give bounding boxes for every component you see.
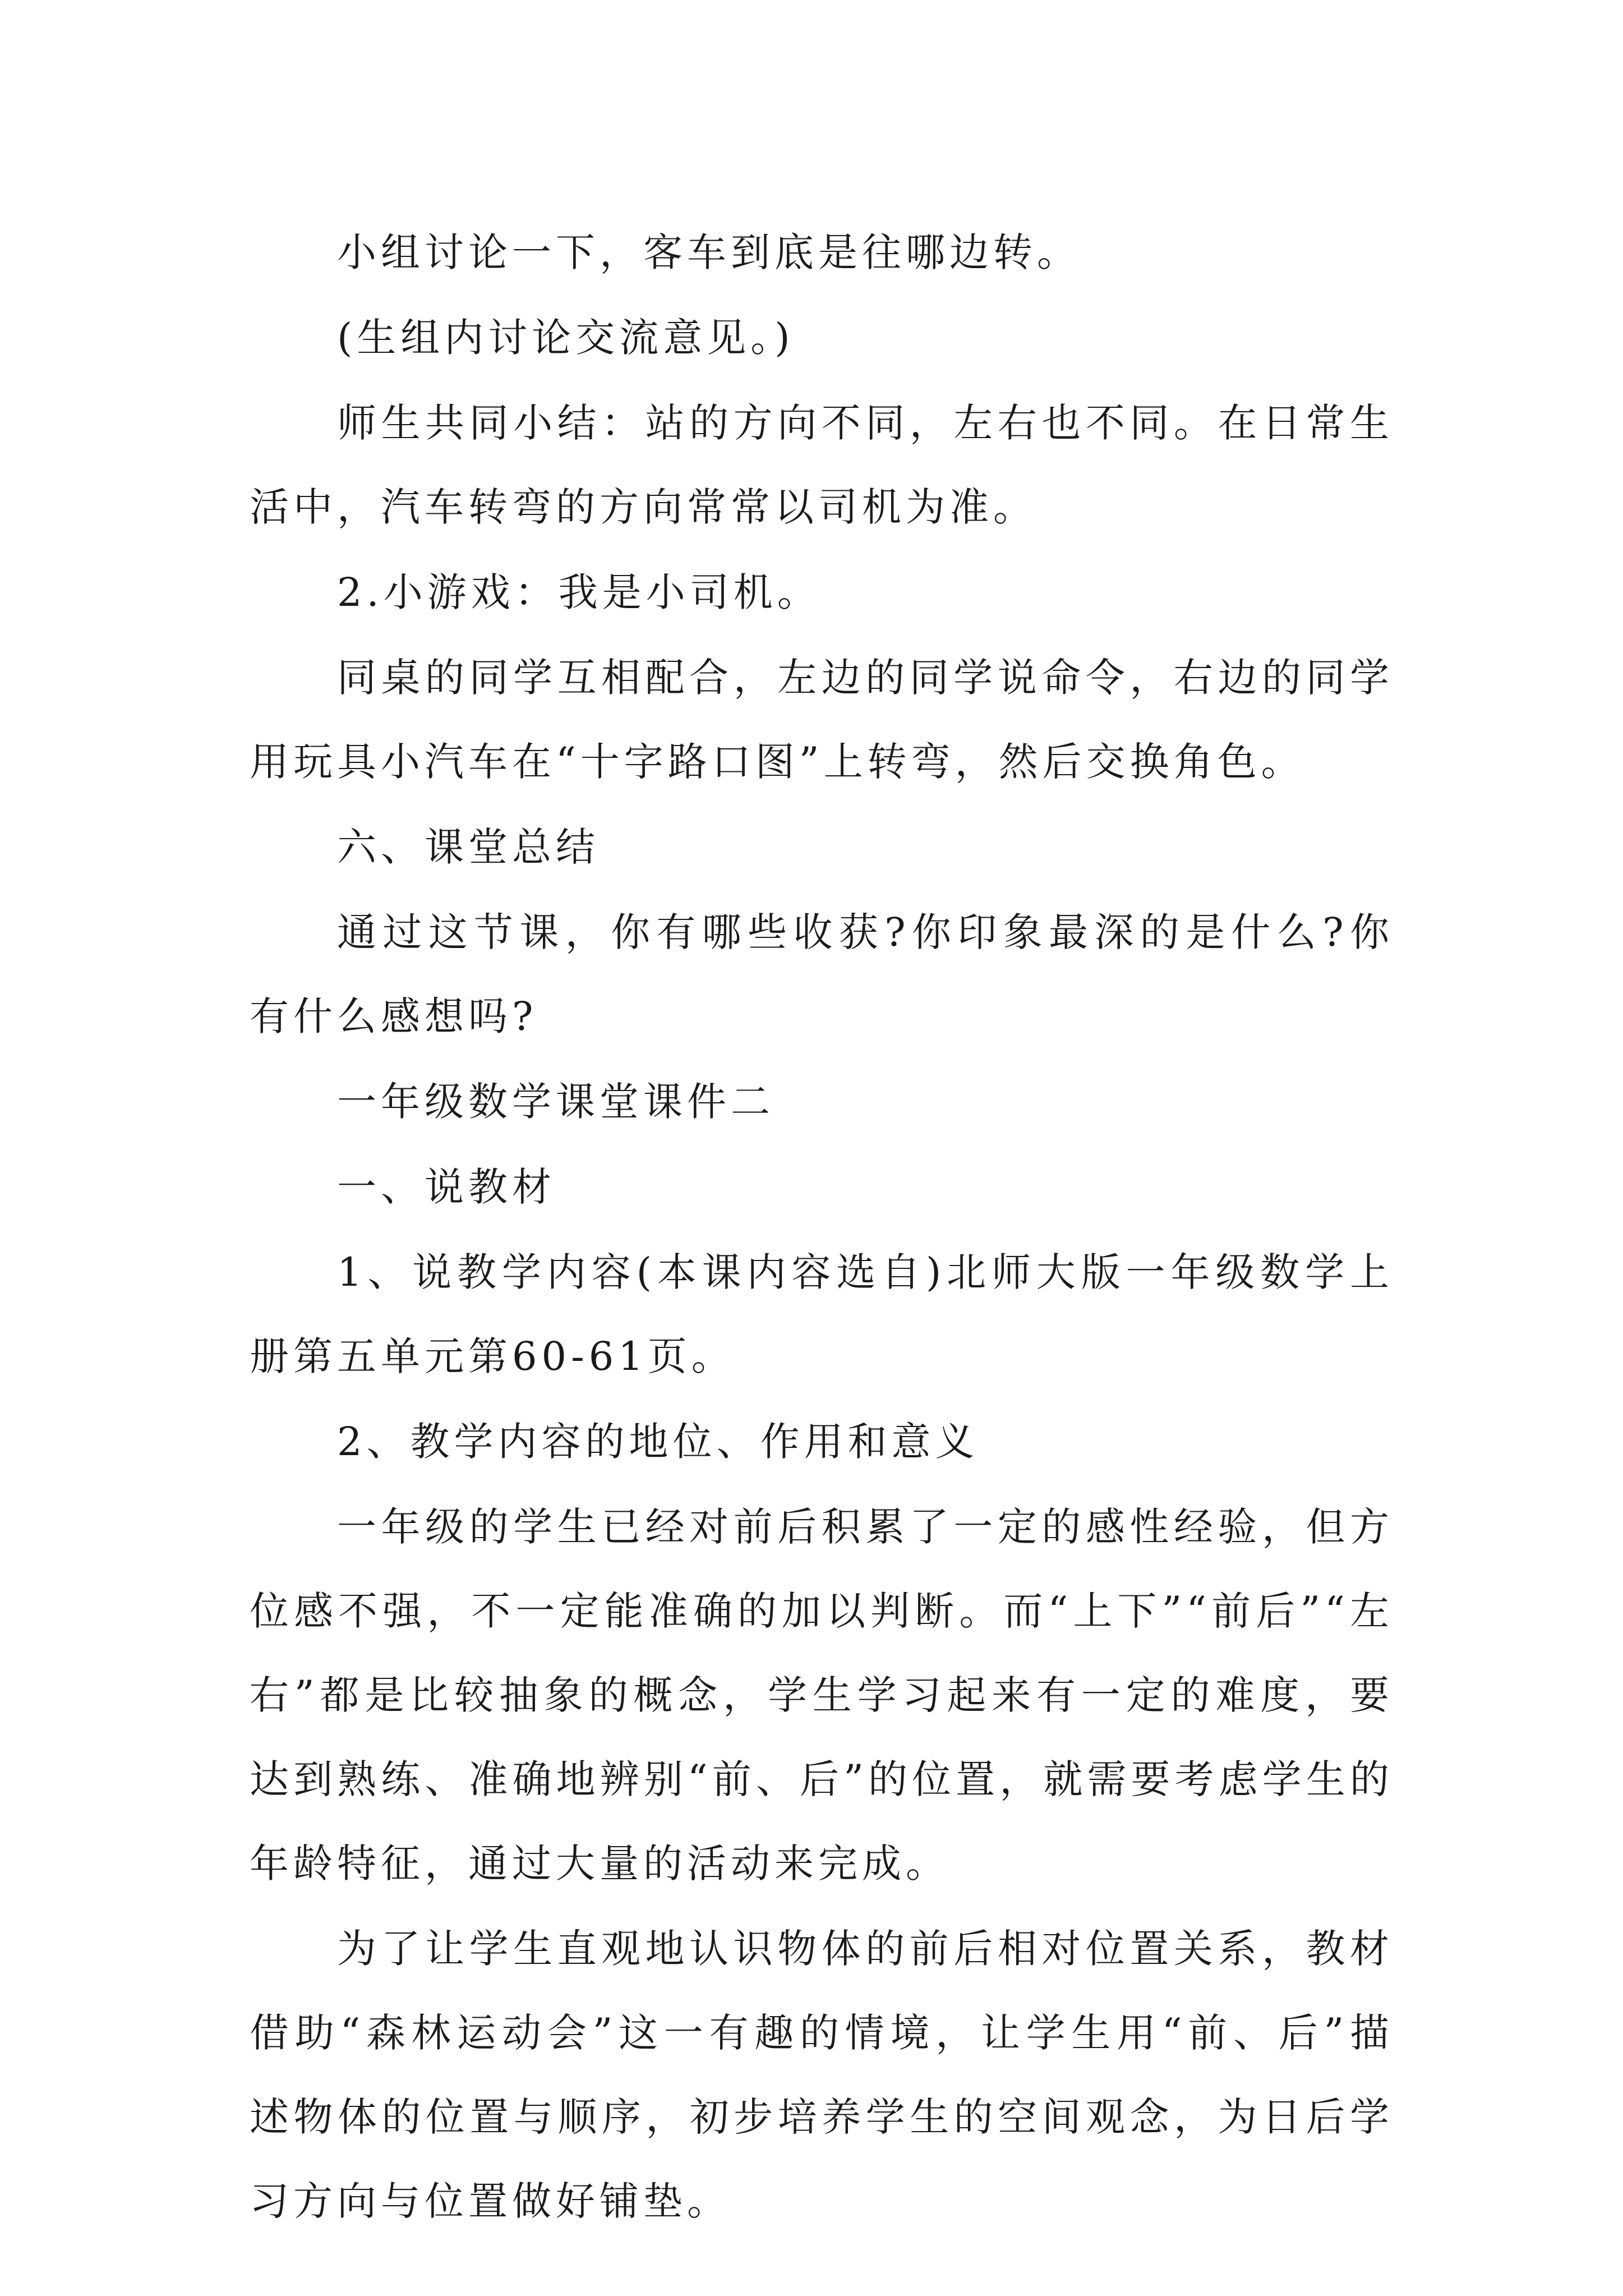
paragraph: 为了让学生直观地认识物体的前后相对位置关系，教材借助“森林运动会”这一有趣的情境，让学生用“前、后”描述物体的位置与顺序，初步培养学生的空间观念，为日后学习方向与位置做好铺垫。 [250, 1926, 1394, 2224]
paragraph: 一年级的学生已经对前后积累了一定的感性经验，但方位感不强，不一定能准确的加以判断。而“上下”“前后”“左右”都是比较抽象的概念，学生学习起来有一定的难度，要达到熟练、准确地辨别“前、后”的位置，就需要考虑学生的年龄特征，通过大量的活动来完成。 [250, 1504, 1394, 1887]
paragraph: 通过这节课，你有哪些收获?你印象最深的是什么?你有什么感想吗? [250, 909, 1394, 1039]
paragraph: 2.小游戏：我是小司机。 [337, 569, 821, 615]
paragraph: (生组内讨论交流意见。) [337, 315, 795, 361]
paragraph: 1、说教学内容(本课内容选自)北师大版一年级数学上册第五单元第60-61页。 [250, 1249, 1394, 1379]
document-subtitle: 一年级数学课堂课件二 [337, 1079, 774, 1125]
paragraph: 同桌的同学互相配合，左边的同学说命令，右边的同学用玩具小汽车在“十字路口图”上转弯，然后交换角色。 [250, 655, 1394, 785]
paragraph: 2、教学内容的地位、作用和意义 [337, 1419, 979, 1465]
section-heading: 六、课堂总结 [337, 824, 600, 870]
section-heading: 一、说教材 [337, 1164, 556, 1210]
paragraph: 小组讨论一下，客车到底是往哪边转。 [337, 229, 1081, 275]
paragraph: 师生共同小结：站的方向不同，左右也不同。在日常生活中，汽车转弯的方向常常以司机为准。 [250, 400, 1394, 530]
document-body [250, 210, 1394, 2244]
